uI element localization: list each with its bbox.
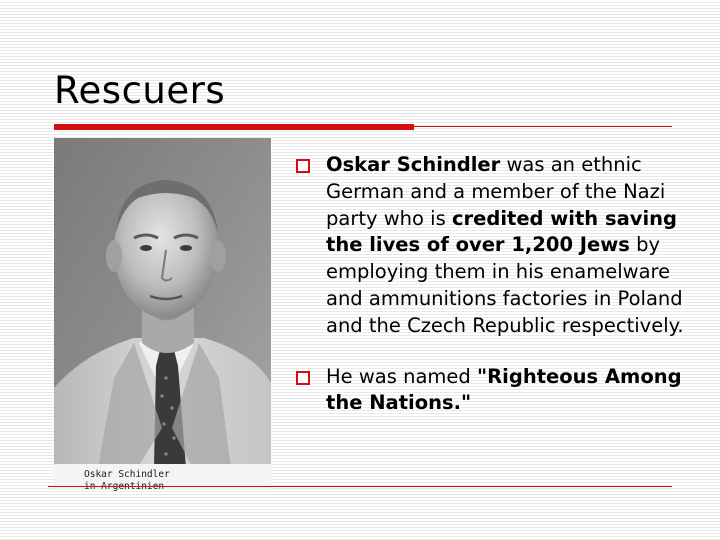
hollow-square-bullet-icon: [296, 371, 310, 385]
bullet-text-bold: Oskar Schindler: [326, 153, 501, 176]
footer-line: [48, 486, 672, 487]
bullet-text-bold: "Righteous Among the Nations.": [326, 364, 682, 415]
hollow-square-bullet-icon: [296, 159, 310, 173]
title-underline-bar: [54, 124, 414, 130]
bullet-item-righteous: [292, 364, 692, 418]
portrait-photo: [54, 138, 271, 490]
photo-caption-line-1: Oskar Schindler: [84, 469, 170, 480]
bullet-text: was an ethnic German and a member of the Nazi party who is: [326, 153, 666, 230]
bullet-text: by employing them in his enamelware and ammunitions factories in Poland and the Czech Republic respectively.: [326, 233, 684, 337]
bullet-item-schindler: [292, 152, 692, 340]
bullet-text: He was named: [326, 364, 477, 388]
bullet-text-bold: credited with saving the lives of over 1,200 Jews: [326, 206, 677, 257]
photo-caption: [84, 469, 264, 493]
title-underline-line: [414, 126, 672, 127]
bullet-list: [292, 152, 692, 417]
slide-title: Rescuers: [54, 69, 226, 112]
